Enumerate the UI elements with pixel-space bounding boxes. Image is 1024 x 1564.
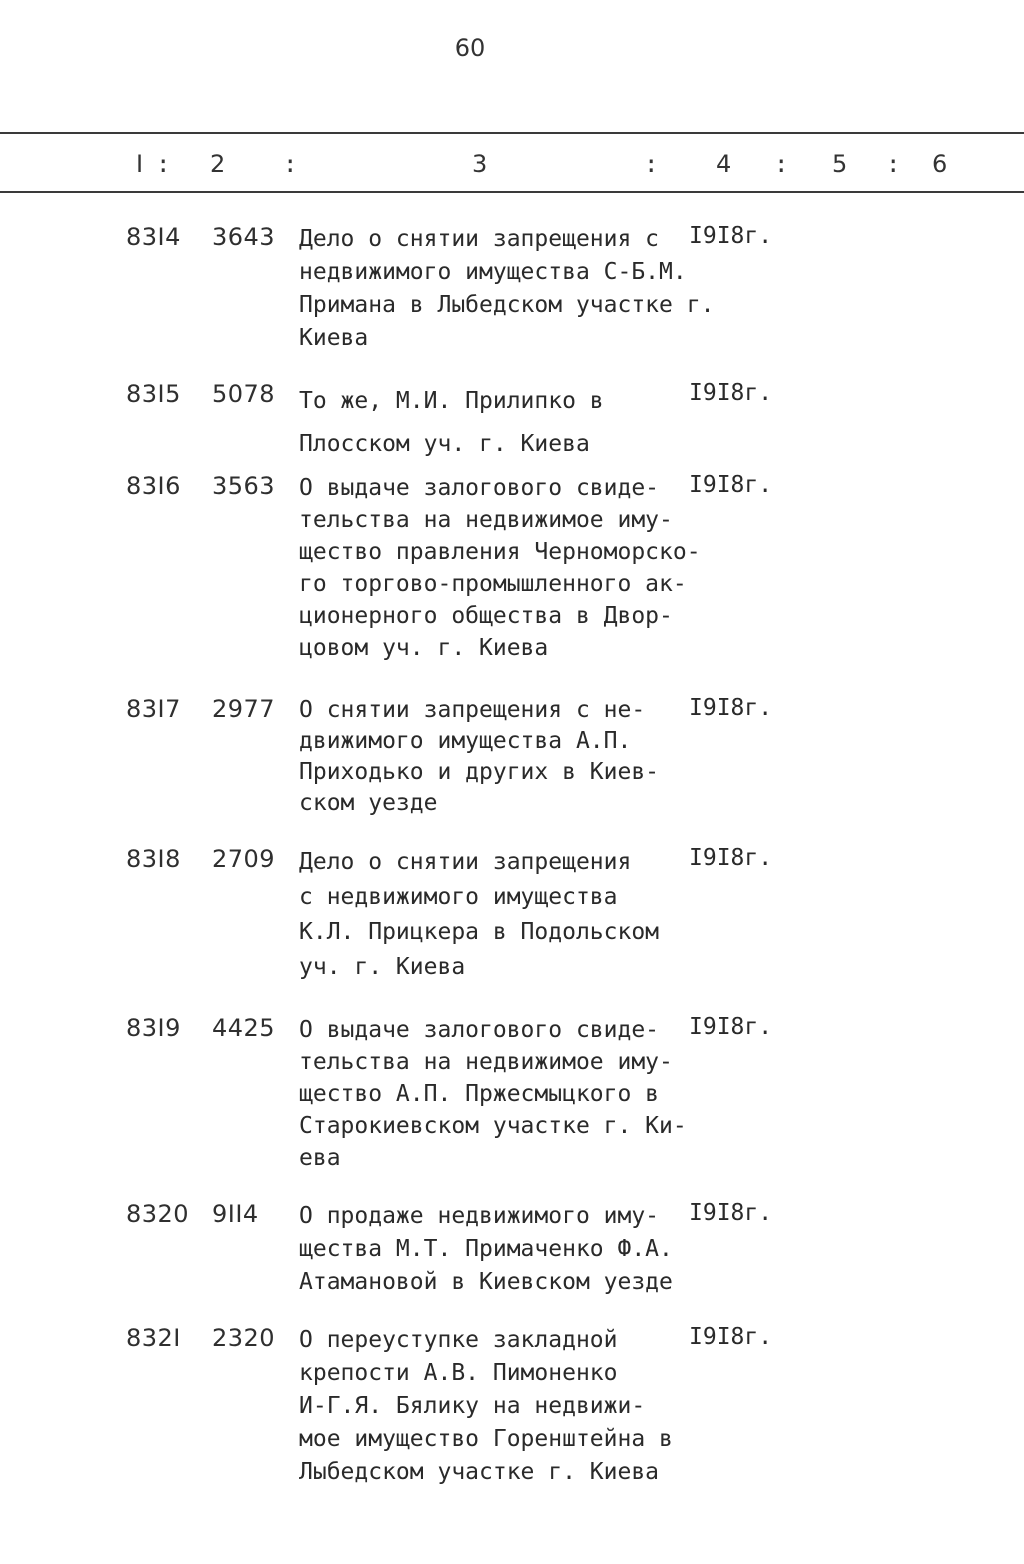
item-number: 832I bbox=[126, 1324, 181, 1352]
item-description bbox=[299, 1200, 689, 1299]
description-line: уч. г. Киева bbox=[299, 954, 466, 980]
description-line: К.Л. Прицкера в Подольском bbox=[299, 919, 660, 945]
item-year: I9I8г. bbox=[689, 472, 773, 498]
description-line: тельства на недвижимое иму- bbox=[299, 507, 673, 533]
description-line: недвижимого имущества С-Б.М. bbox=[299, 259, 687, 285]
sheet-count: 9II4 bbox=[212, 1200, 259, 1228]
item-description bbox=[299, 1324, 689, 1489]
item-year: I9I8г. bbox=[689, 1200, 773, 1226]
header-col-3: 3 bbox=[472, 150, 488, 178]
description-line: мое имущество Горенштейна в bbox=[299, 1426, 673, 1452]
description-line: Примана в Лыбедском участке г. bbox=[299, 292, 715, 318]
page-number: 60 bbox=[454, 34, 486, 62]
description-line: Лыбедском участке г. Киева bbox=[299, 1459, 660, 1485]
description-line: Дело о снятии запрещения с bbox=[299, 226, 660, 252]
item-year: I9I8г. bbox=[689, 1324, 773, 1350]
header-separator: : bbox=[283, 150, 298, 178]
item-description bbox=[299, 1014, 689, 1174]
description-line: крепости А.В. Пимоненко bbox=[299, 1360, 618, 1386]
sheet-count: 3563 bbox=[212, 472, 276, 500]
item-number: 8320 bbox=[126, 1200, 190, 1228]
header-col-5: 5 bbox=[832, 150, 848, 178]
item-year: I9I8г. bbox=[689, 223, 773, 249]
item-number: 83I7 bbox=[126, 695, 181, 723]
description-line: го торгово-промышленного ак- bbox=[299, 571, 687, 597]
item-year: I9I8г. bbox=[689, 695, 773, 721]
sheet-count: 2320 bbox=[212, 1324, 276, 1352]
header-col-2: 2 bbox=[210, 150, 226, 178]
description-line: Дело о снятии запрещения bbox=[299, 849, 632, 875]
description-line: О продаже недвижимого иму- bbox=[299, 1203, 660, 1229]
item-year: I9I8г. bbox=[689, 380, 773, 406]
description-line: щество правления Черноморско- bbox=[299, 539, 701, 565]
item-number: 83I8 bbox=[126, 845, 181, 873]
description-line: Старокиевском участке г. Ки- bbox=[299, 1113, 687, 1139]
description-line: щество А.П. Пржесмыцкого в bbox=[299, 1081, 660, 1107]
header-col-1: I bbox=[136, 150, 144, 178]
description-line: ева bbox=[299, 1145, 341, 1171]
item-description bbox=[299, 223, 715, 355]
header-separator: : bbox=[774, 150, 789, 178]
item-description bbox=[299, 695, 689, 819]
description-line: движимого имущества А.П. bbox=[299, 728, 632, 754]
description-line: Плосском уч. г. Киева bbox=[299, 431, 590, 457]
header-col-6: 6 bbox=[932, 150, 948, 178]
sheet-count: 4425 bbox=[212, 1014, 276, 1042]
item-number: 83I4 bbox=[126, 223, 181, 251]
header-separator: : bbox=[886, 150, 901, 178]
description-line: О выдаче залогового свиде- bbox=[299, 1017, 660, 1043]
description-line: Киева bbox=[299, 325, 369, 351]
header-separator: : bbox=[644, 150, 659, 178]
description-line: То же, М.И. Прилипко в bbox=[299, 388, 604, 414]
item-number: 83I5 bbox=[126, 380, 181, 408]
description-line: щества М.Т. Примаченко Ф.А. bbox=[299, 1236, 673, 1262]
description-line: с недвижимого имущества bbox=[299, 884, 618, 910]
description-line: О выдаче залогового свиде- bbox=[299, 475, 660, 501]
description-line: И-Г.Я. Бялику на недвижи- bbox=[299, 1393, 646, 1419]
description-line: О переуступке закладной bbox=[299, 1327, 618, 1353]
description-line: тельства на недвижимое иму- bbox=[299, 1049, 673, 1075]
item-year: I9I8г. bbox=[689, 845, 773, 871]
item-description bbox=[299, 845, 689, 985]
description-line: Атамановой в Киевском уезде bbox=[299, 1269, 673, 1295]
item-number: 83I9 bbox=[126, 1014, 181, 1042]
sheet-count: 2709 bbox=[212, 845, 276, 873]
sheet-count: 5078 bbox=[212, 380, 276, 408]
description-line: Приходько и других в Киев- bbox=[299, 759, 660, 785]
item-year: I9I8г. bbox=[689, 1014, 773, 1040]
sheet-count: 3643 bbox=[212, 223, 276, 251]
item-number: 83I6 bbox=[126, 472, 181, 500]
description-line: О снятии запрещения с не- bbox=[299, 697, 646, 723]
header-col-4: 4 bbox=[716, 150, 732, 178]
item-description bbox=[299, 380, 689, 466]
header-separator: : bbox=[156, 150, 171, 178]
item-description bbox=[299, 472, 701, 664]
description-line: ском уезде bbox=[299, 790, 438, 816]
description-line: цовом уч. г. Киева bbox=[299, 635, 549, 661]
sheet-count: 2977 bbox=[212, 695, 276, 723]
description-line: ционерного общества в Двор- bbox=[299, 603, 673, 629]
